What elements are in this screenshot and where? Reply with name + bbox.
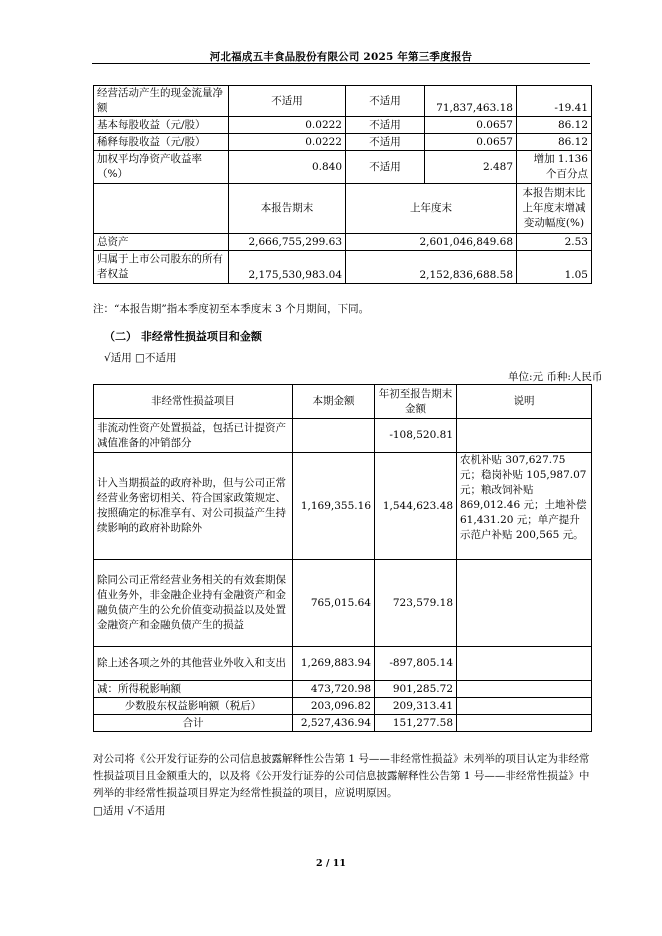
cell-current bbox=[293, 419, 375, 453]
cell-ytd: 151,277.58 bbox=[375, 715, 457, 732]
cell-description bbox=[457, 698, 592, 715]
table-row bbox=[94, 234, 592, 251]
cell-ytd-change: 86.12 bbox=[517, 117, 592, 134]
cell-description bbox=[457, 560, 592, 647]
empty-cell bbox=[94, 184, 229, 234]
cell-change: 2.53 bbox=[517, 234, 592, 251]
cell-current: 203,096.82 bbox=[293, 698, 375, 715]
cell-change: 1.05 bbox=[517, 251, 592, 284]
table-row bbox=[94, 453, 592, 560]
table-row bbox=[94, 134, 592, 151]
cell-ytd: 71,837,463.18 bbox=[425, 86, 517, 117]
row-item-label: 除同公司正常经营业务相关的有效套期保值业务外，非金融企业持有金融资产和金融负债产生的公允价值变动损益以及处置金融资产和金融负债产生的损益 bbox=[94, 560, 293, 647]
cell-description bbox=[457, 715, 592, 732]
table-row bbox=[94, 419, 592, 453]
table-row bbox=[94, 86, 592, 117]
cell-ytd: 901,285.72 bbox=[375, 681, 457, 698]
table-header-row bbox=[94, 385, 592, 419]
row-item-label: 合计 bbox=[94, 715, 293, 732]
cell-ytd: 0.0657 bbox=[425, 117, 517, 134]
applicable-checkbox-line-2: □适用 √不适用 bbox=[93, 805, 166, 817]
row-item-label: 经营活动产生的现金流量净额 bbox=[94, 86, 229, 117]
cell-ytd: -108,520.81 bbox=[375, 419, 457, 453]
section-title: （二） 非经常性损益项目和金额 bbox=[104, 330, 262, 343]
header-last-year-end: 上年度末 bbox=[346, 184, 517, 234]
cell-last-year-end: 2,152,836,688.58 bbox=[346, 251, 517, 284]
report-header-title: 河北福成五丰食品股份有限公司 2025 年第三季度报告 bbox=[209, 51, 473, 63]
cell-current-change: 不适用 bbox=[346, 117, 425, 134]
table-row bbox=[94, 117, 592, 134]
non-recurring-gains-table bbox=[93, 384, 592, 732]
cell-ytd: 209,313.41 bbox=[375, 698, 457, 715]
explanation-paragraph: 对公司将《公开发行证券的公司信息披露解释性公告第 1 号——非经常性损益》未列举的项目认定为非经常性损益项目且金额重大的，以及将《公开发行证券的公司信息披露解释性公告第 1 号——非经常性损益》中列举的非经常性损益项目界定为经常性损益的项目，应说明原因。 bbox=[93, 753, 590, 799]
applicable-checkbox-line: √适用 □不适用 bbox=[104, 352, 177, 364]
unit-currency-label: 单位:元 币种:人民币 bbox=[508, 371, 603, 383]
cell-current: 0.0222 bbox=[229, 134, 346, 151]
row-item-label: 减：所得税影响额 bbox=[94, 681, 293, 698]
cell-current: 0.0222 bbox=[229, 117, 346, 134]
row-item-label: 非流动性资产处置损益，包括已计提资产减值准备的冲销部分 bbox=[94, 419, 293, 453]
cell-current-change: 不适用 bbox=[346, 86, 425, 117]
table-row bbox=[94, 251, 592, 284]
row-item-label: 加权平均净资产收益率（%） bbox=[94, 151, 229, 184]
cell-current: 1,169,355.16 bbox=[293, 453, 375, 560]
cell-description bbox=[457, 681, 592, 698]
cell-current-change: 不适用 bbox=[346, 151, 425, 184]
cell-ytd: 723,579.18 bbox=[375, 560, 457, 647]
cell-current: 2,527,436.94 bbox=[293, 715, 375, 732]
table-subheader-row bbox=[94, 184, 592, 234]
cell-last-year-end: 2,601,046,849.68 bbox=[346, 234, 517, 251]
cell-description bbox=[457, 419, 592, 453]
table-row bbox=[94, 647, 592, 681]
cell-current: 473,720.98 bbox=[293, 681, 375, 698]
table-row bbox=[94, 151, 592, 184]
row-item-label: 计入当期损益的政府补助，但与公司正常经营业务密切相关、符合国家政策规定、按照确定的标准享有、对公司损益产生持续影响的政府补助除外 bbox=[94, 453, 293, 560]
cell-ytd-change: 增加 1.136 个百分点 bbox=[517, 151, 592, 184]
cell-description bbox=[457, 647, 592, 681]
cell-ytd: -897,805.14 bbox=[375, 647, 457, 681]
header-period-end: 本报告期末 bbox=[229, 184, 346, 234]
header-divider bbox=[92, 63, 590, 64]
header-item: 非经常性损益项目 bbox=[94, 385, 293, 419]
row-item-label: 除上述各项之外的其他营业外收入和支出 bbox=[94, 647, 293, 681]
row-item-label: 归属于上市公司股东的所有者权益 bbox=[94, 251, 229, 284]
cell-period-end: 2,175,530,983.04 bbox=[229, 251, 346, 284]
row-item-label: 少数股东权益影响额（税后） bbox=[94, 698, 293, 715]
cell-description: 农机补贴 307,627.75 元；稳岗补贴 105,987.07 元；粮改饲补贴 869,012.46 元；土地补偿 61,431.20 元；单产提升示范户补贴 200,565 元。 bbox=[457, 453, 592, 560]
cell-current: 765,015.64 bbox=[293, 560, 375, 647]
cell-ytd: 2.487 bbox=[425, 151, 517, 184]
cell-current: 不适用 bbox=[229, 86, 346, 117]
key-financial-data-table bbox=[93, 85, 592, 284]
row-item-label: 基本每股收益（元/股） bbox=[94, 117, 229, 134]
header-current: 本期金额 bbox=[293, 385, 375, 419]
header-change: 本报告期末比上年度末增减变动幅度(%) bbox=[517, 184, 592, 234]
header-ytd: 年初至报告期末金额 bbox=[375, 385, 457, 419]
cell-ytd: 0.0657 bbox=[425, 134, 517, 151]
table-note: 注：“本报告期”指本季度初至本季度末 3 个月期间，下同。 bbox=[93, 303, 370, 315]
cell-current-change: 不适用 bbox=[346, 134, 425, 151]
table-row bbox=[94, 560, 592, 647]
row-item-label: 总资产 bbox=[94, 234, 229, 251]
table-row bbox=[94, 698, 592, 715]
cell-current: 0.840 bbox=[229, 151, 346, 184]
table-row bbox=[94, 681, 592, 698]
header-description: 说明 bbox=[457, 385, 592, 419]
cell-ytd-change: 86.12 bbox=[517, 134, 592, 151]
table-total-row bbox=[94, 715, 592, 732]
cell-ytd-change: -19.41 bbox=[517, 86, 592, 117]
cell-current: 1,269,883.94 bbox=[293, 647, 375, 681]
row-item-label: 稀释每股收益（元/股） bbox=[94, 134, 229, 151]
page-number: 2 / 11 bbox=[316, 858, 346, 869]
cell-period-end: 2,666,755,299.63 bbox=[229, 234, 346, 251]
cell-ytd: 1,544,623.48 bbox=[375, 453, 457, 560]
